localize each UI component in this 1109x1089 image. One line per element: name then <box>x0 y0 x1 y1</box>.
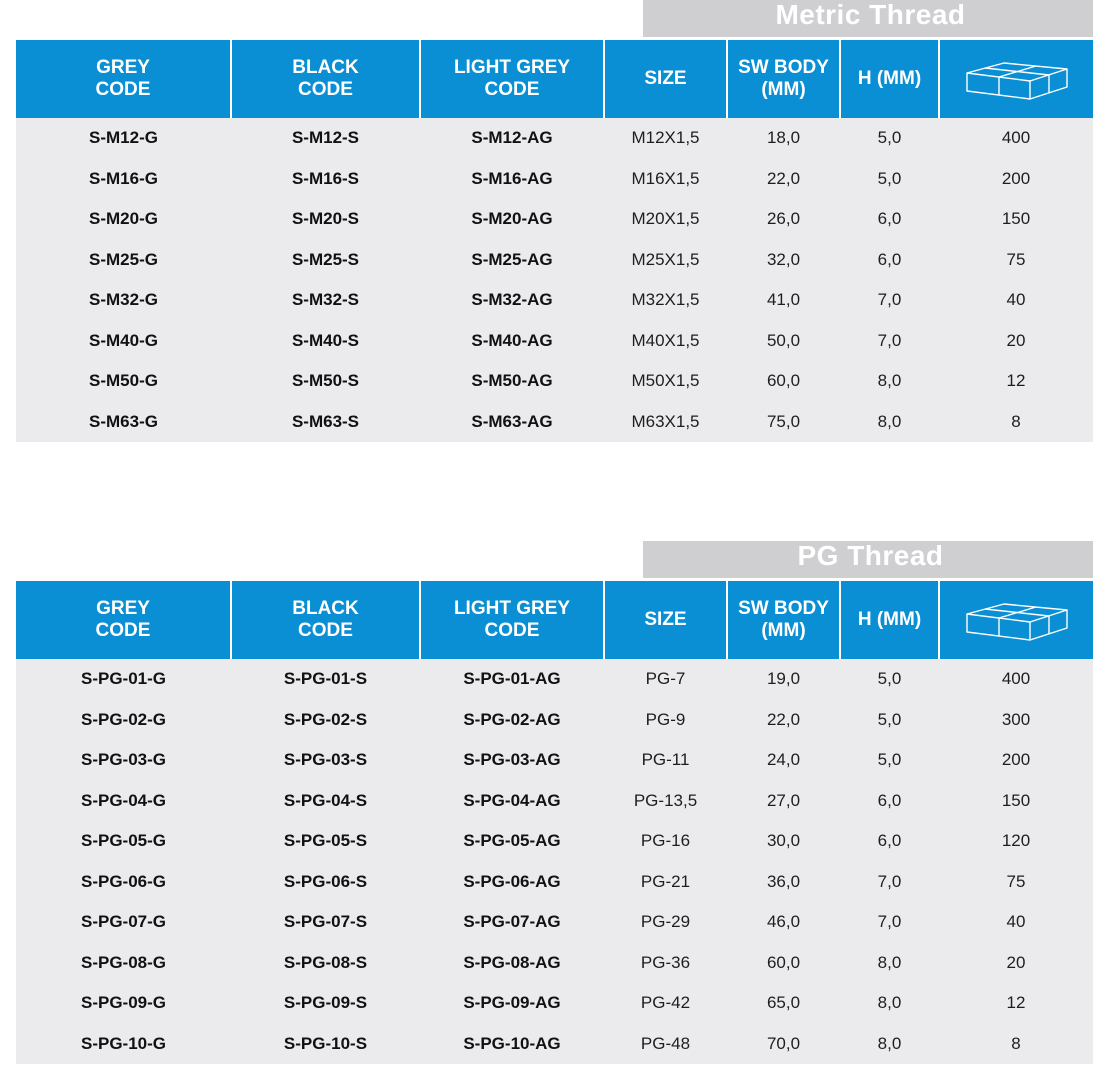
size-cell: M25X1,5 <box>604 240 727 281</box>
grey-code-cell: S-M50-G <box>16 361 231 402</box>
black-code-cell: S-PG-04-S <box>231 781 420 822</box>
grey-code-cell: S-PG-03-G <box>16 740 231 781</box>
table-header-row <box>16 581 1093 659</box>
sw-body-cell: 19,0 <box>727 659 840 700</box>
header-quantity <box>939 581 1093 659</box>
black-code-cell: S-PG-03-S <box>231 740 420 781</box>
light-grey-code-cell: S-M50-AG <box>420 361 604 402</box>
table-row <box>16 118 1093 159</box>
quantity-cell: 8 <box>939 1024 1093 1065</box>
black-code-cell: S-PG-09-S <box>231 983 420 1024</box>
table-row <box>16 1024 1093 1065</box>
header-h-mm: H (MM) <box>840 581 939 659</box>
quantity-cell: 300 <box>939 700 1093 741</box>
grey-code-cell: S-M40-G <box>16 321 231 362</box>
light-grey-code-cell: S-PG-05-AG <box>420 821 604 862</box>
black-code-cell: S-M20-S <box>231 199 420 240</box>
table-row <box>16 280 1093 321</box>
black-code-cell: S-PG-08-S <box>231 943 420 984</box>
black-code-cell: S-PG-02-S <box>231 700 420 741</box>
light-grey-code-cell: S-PG-06-AG <box>420 862 604 903</box>
grey-code-cell: S-PG-06-G <box>16 862 231 903</box>
black-code-cell: S-PG-07-S <box>231 902 420 943</box>
quantity-cell: 75 <box>939 862 1093 903</box>
quantity-cell: 40 <box>939 280 1093 321</box>
table-row <box>16 943 1093 984</box>
header-quantity <box>939 40 1093 118</box>
light-grey-code-cell: S-M12-AG <box>420 118 604 159</box>
sw-body-cell: 27,0 <box>727 781 840 822</box>
light-grey-code-cell: S-PG-02-AG <box>420 700 604 741</box>
box-stack-icon <box>940 55 1093 103</box>
black-code-cell: S-PG-10-S <box>231 1024 420 1065</box>
h-mm-cell: 7,0 <box>840 902 939 943</box>
h-mm-cell: 8,0 <box>840 361 939 402</box>
table-row <box>16 862 1093 903</box>
table-row <box>16 402 1093 443</box>
size-cell: PG-16 <box>604 821 727 862</box>
grey-code-cell: S-M16-G <box>16 159 231 200</box>
metric-thread-title: Metric Thread <box>643 0 1093 37</box>
light-grey-code-cell: S-M32-AG <box>420 280 604 321</box>
quantity-cell: 75 <box>939 240 1093 281</box>
sw-body-cell: 50,0 <box>727 321 840 362</box>
grey-code-cell: S-M12-G <box>16 118 231 159</box>
grey-code-cell: S-PG-04-G <box>16 781 231 822</box>
sw-body-cell: 41,0 <box>727 280 840 321</box>
size-cell: M50X1,5 <box>604 361 727 402</box>
h-mm-cell: 5,0 <box>840 740 939 781</box>
quantity-cell: 12 <box>939 361 1093 402</box>
quantity-cell: 40 <box>939 902 1093 943</box>
h-mm-cell: 7,0 <box>840 280 939 321</box>
light-grey-code-cell: S-M40-AG <box>420 321 604 362</box>
header-grey-code: GREY CODE <box>16 40 231 118</box>
h-mm-cell: 5,0 <box>840 659 939 700</box>
black-code-cell: S-M16-S <box>231 159 420 200</box>
header-sw-body: SW BODY (MM) <box>727 40 840 118</box>
table-row <box>16 659 1093 700</box>
sw-body-cell: 18,0 <box>727 118 840 159</box>
quantity-cell: 8 <box>939 402 1093 443</box>
table-row <box>16 700 1093 741</box>
metric-table-body <box>16 118 1093 442</box>
size-cell: PG-29 <box>604 902 727 943</box>
size-cell: PG-48 <box>604 1024 727 1065</box>
quantity-cell: 20 <box>939 321 1093 362</box>
sw-body-cell: 70,0 <box>727 1024 840 1065</box>
size-cell: PG-21 <box>604 862 727 903</box>
table-row <box>16 902 1093 943</box>
light-grey-code-cell: S-PG-03-AG <box>420 740 604 781</box>
black-code-cell: S-PG-06-S <box>231 862 420 903</box>
grey-code-cell: S-PG-07-G <box>16 902 231 943</box>
pg-table-body <box>16 659 1093 1064</box>
light-grey-code-cell: S-M63-AG <box>420 402 604 443</box>
light-grey-code-cell: S-PG-09-AG <box>420 983 604 1024</box>
sw-body-cell: 60,0 <box>727 943 840 984</box>
table-row <box>16 240 1093 281</box>
grey-code-cell: S-PG-05-G <box>16 821 231 862</box>
size-cell: PG-13,5 <box>604 781 727 822</box>
light-grey-code-cell: S-PG-04-AG <box>420 781 604 822</box>
size-cell: M32X1,5 <box>604 280 727 321</box>
grey-code-cell: S-PG-09-G <box>16 983 231 1024</box>
light-grey-code-cell: S-PG-07-AG <box>420 902 604 943</box>
sw-body-cell: 60,0 <box>727 361 840 402</box>
sw-body-cell: 46,0 <box>727 902 840 943</box>
grey-code-cell: S-M25-G <box>16 240 231 281</box>
h-mm-cell: 8,0 <box>840 983 939 1024</box>
size-cell: M40X1,5 <box>604 321 727 362</box>
header-sw-body: SW BODY (MM) <box>727 581 840 659</box>
quantity-cell: 200 <box>939 740 1093 781</box>
box-stack-icon <box>940 596 1093 644</box>
sw-body-cell: 32,0 <box>727 240 840 281</box>
sw-body-cell: 75,0 <box>727 402 840 443</box>
pg-thread-title: PG Thread <box>643 541 1093 578</box>
table-row <box>16 199 1093 240</box>
header-black-code: BLACK CODE <box>231 581 420 659</box>
quantity-cell: 120 <box>939 821 1093 862</box>
light-grey-code-cell: S-PG-01-AG <box>420 659 604 700</box>
grey-code-cell: S-PG-10-G <box>16 1024 231 1065</box>
header-light-grey-code: LIGHT GREY CODE <box>420 40 604 118</box>
black-code-cell: S-M25-S <box>231 240 420 281</box>
quantity-cell: 150 <box>939 781 1093 822</box>
h-mm-cell: 6,0 <box>840 821 939 862</box>
size-cell: PG-36 <box>604 943 727 984</box>
h-mm-cell: 5,0 <box>840 159 939 200</box>
h-mm-cell: 7,0 <box>840 862 939 903</box>
sw-body-cell: 26,0 <box>727 199 840 240</box>
light-grey-code-cell: S-M16-AG <box>420 159 604 200</box>
grey-code-cell: S-PG-01-G <box>16 659 231 700</box>
size-cell: PG-11 <box>604 740 727 781</box>
sw-body-cell: 36,0 <box>727 862 840 903</box>
black-code-cell: S-M32-S <box>231 280 420 321</box>
h-mm-cell: 8,0 <box>840 1024 939 1065</box>
metric-thread-table <box>16 40 1093 442</box>
grey-code-cell: S-PG-02-G <box>16 700 231 741</box>
grey-code-cell: S-M32-G <box>16 280 231 321</box>
table-row <box>16 159 1093 200</box>
table-row <box>16 740 1093 781</box>
h-mm-cell: 5,0 <box>840 118 939 159</box>
header-size: SIZE <box>604 40 727 118</box>
quantity-cell: 400 <box>939 118 1093 159</box>
size-cell: PG-7 <box>604 659 727 700</box>
black-code-cell: S-M50-S <box>231 361 420 402</box>
header-size: SIZE <box>604 581 727 659</box>
header-h-mm: H (MM) <box>840 40 939 118</box>
size-cell: PG-9 <box>604 700 727 741</box>
light-grey-code-cell: S-PG-08-AG <box>420 943 604 984</box>
quantity-cell: 12 <box>939 983 1093 1024</box>
quantity-cell: 150 <box>939 199 1093 240</box>
black-code-cell: S-PG-05-S <box>231 821 420 862</box>
size-cell: M63X1,5 <box>604 402 727 443</box>
size-cell: M20X1,5 <box>604 199 727 240</box>
h-mm-cell: 7,0 <box>840 321 939 362</box>
table-row <box>16 983 1093 1024</box>
h-mm-cell: 6,0 <box>840 199 939 240</box>
h-mm-cell: 6,0 <box>840 240 939 281</box>
h-mm-cell: 8,0 <box>840 943 939 984</box>
light-grey-code-cell: S-PG-10-AG <box>420 1024 604 1065</box>
sw-body-cell: 30,0 <box>727 821 840 862</box>
sw-body-cell: 24,0 <box>727 740 840 781</box>
table-row <box>16 321 1093 362</box>
quantity-cell: 20 <box>939 943 1093 984</box>
black-code-cell: S-M63-S <box>231 402 420 443</box>
table-row <box>16 781 1093 822</box>
header-black-code: BLACK CODE <box>231 40 420 118</box>
quantity-cell: 400 <box>939 659 1093 700</box>
sw-body-cell: 22,0 <box>727 700 840 741</box>
table-row <box>16 361 1093 402</box>
black-code-cell: S-PG-01-S <box>231 659 420 700</box>
grey-code-cell: S-PG-08-G <box>16 943 231 984</box>
light-grey-code-cell: S-M25-AG <box>420 240 604 281</box>
pg-thread-table <box>16 581 1093 1064</box>
size-cell: M12X1,5 <box>604 118 727 159</box>
black-code-cell: S-M12-S <box>231 118 420 159</box>
header-light-grey-code: LIGHT GREY CODE <box>420 581 604 659</box>
black-code-cell: S-M40-S <box>231 321 420 362</box>
size-cell: PG-42 <box>604 983 727 1024</box>
grey-code-cell: S-M20-G <box>16 199 231 240</box>
table-header-row <box>16 40 1093 118</box>
grey-code-cell: S-M63-G <box>16 402 231 443</box>
light-grey-code-cell: S-M20-AG <box>420 199 604 240</box>
h-mm-cell: 8,0 <box>840 402 939 443</box>
sw-body-cell: 22,0 <box>727 159 840 200</box>
header-grey-code: GREY CODE <box>16 581 231 659</box>
h-mm-cell: 5,0 <box>840 700 939 741</box>
size-cell: M16X1,5 <box>604 159 727 200</box>
h-mm-cell: 6,0 <box>840 781 939 822</box>
table-row <box>16 821 1093 862</box>
sw-body-cell: 65,0 <box>727 983 840 1024</box>
quantity-cell: 200 <box>939 159 1093 200</box>
